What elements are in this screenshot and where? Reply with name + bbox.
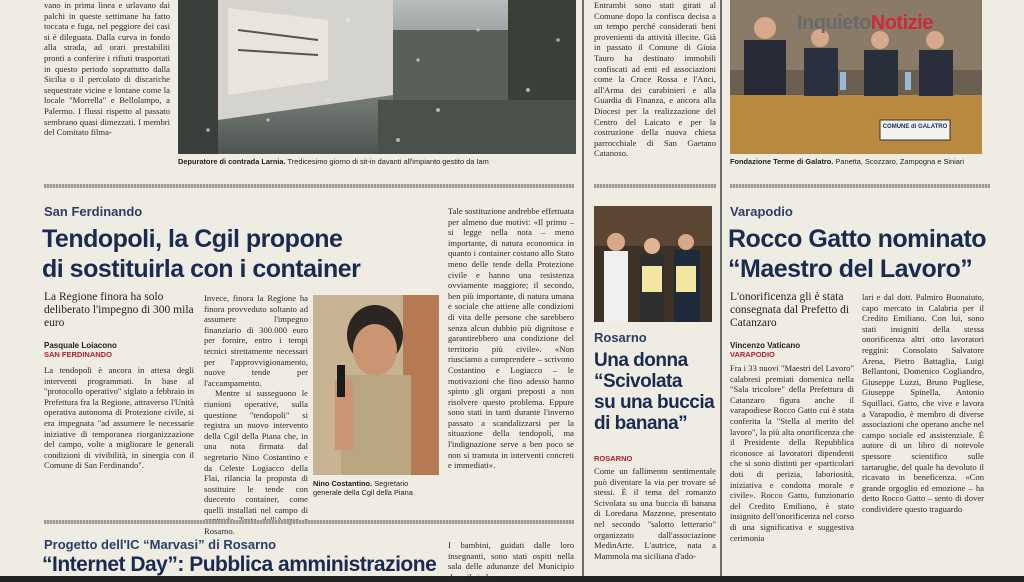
article4-section: Progetto dell'IC “Marvasi” di Rosarno [44, 537, 277, 552]
photo-presentazione-libro [594, 206, 712, 322]
article1-column-3: Tale sostituzione andrebbe effettuata per almeno due motivi: «Il primo – si legge nella nota – meno importante, di natura economica in quanto i container costano allo Stato meno delle tende della Protezione civile e hanno una resistenza ovviamente maggiore; il secondo, ben più importante, di natura umana e sociale che attiene alle condizioni di vita delle persone che sarebbero senza alcun dubbio più dignitose e garantirebbero una condizione del territorio più civile». «Non riusciamo a comprendere – scrivono Costantino e Logiacco – le motivazioni che fino adesso hanno spinto gli organi preposti a non risolvere questo problema. Eppure sono stati in tanti durante l'inverno passato a scandalizzarsi per la situazione della tendopoli, ma l'indignazione serve a ben poco se non si tramuta in interventi concreti e immediati». [448, 206, 574, 471]
top-column-1: vano in prima linea e urlavano dai palchi in queste settimane ha fatto toccata e fuga, nel peggiore dei casi si è dileguata. Dalla curva in fondo alla strada, ad orari prestabiliti pronti a conferire i rifiuti trasportati in questo periodo soprattutto dalla Sicilia o il percolato di discariche sequestrate vicine e lontane come la locale "Morrella" e Bellolampo, a Palermo. I flussi rispetto al passato sembrano quasi dimezzati. I membri del Comitato filma- [44, 0, 170, 138]
photo-depuratore-caption: Depuratore di contrada Larnia. Tredicesimo giorno di sit-in davanti all'impianto gestito da Iam [178, 157, 489, 166]
article3-column-1: Fra i 33 nuovi "Maestri del Lavoro" calabresi premiati domenica nella "Sala tricolore" della Prefettura di Catanzaro figura anche il varapodiese Rocco Gatto cui è stata conferita la "Stella al merito del lavoro", la più alta onorificenza che il Presidente della Repubblica riconosce ai lavoratori dipendenti che si sono distinti per «particolari doti di perizia, laboriosità, iniziativa e condotta morale e civile». Rocco Gatto, funzionario del Credito Emiliano, è stato insignito dell'onorificenza nel corso di una significativa e suggestiva cerimonia [730, 363, 854, 543]
article2-column: Come un fallimento sentimentale può diventare la via per trovare sé stessi. È il tema del romanzo Scivolata su una buccia di banana di Loredana Mazzone, presentato nel secondo "salotto letterario" organizzato dall'associazione MedinArte. L'autrice, nata a Mammola ma siciliana d'ado- [594, 466, 716, 561]
article1-location: SAN FERDINANDO [44, 350, 112, 359]
article2-location: ROSARNO [594, 454, 633, 463]
article1-column-1: La tendopoli è ancora in attesa degli interventi programmati. In base al "protocollo operativo" siglato a febbraio in Prefettura fra la Regione, attraverso l'Unità operativa autonoma di Protezione civile, si era impegnata "ad assumere le necessarie iniziative di temporanea riorganizzazione del campo, volte a migliorare le generali condizioni di vivibilità, in sinergia con il Comune di San Ferdinando". [44, 365, 194, 471]
article1-section: San Ferdinando [44, 204, 143, 219]
photo-depuratore [178, 0, 576, 154]
article1-headline-line2: di sostituirla con i container [42, 255, 361, 283]
photo-galatro-caption: Fondazione Terme di Galatro. Panetta, Scozzaro, Zampogna e Siniari [730, 157, 965, 166]
photo-nino-costantino [313, 295, 439, 475]
section-rule-top-left [44, 184, 574, 188]
article2-headline-line4: di banana” [594, 413, 688, 434]
article1-headline-line1: Tendopoli, la Cgil propone [42, 225, 343, 253]
column-divider-1 [582, 0, 584, 576]
article1-deck: La Regione finora ha solo deliberato l'impegno di 300 mila euro [44, 291, 194, 329]
rainy-window-image [178, 0, 576, 154]
article1-column-2: Invece, finora la Regione ha finora provveduto soltanto ad assumere l'impegno finanziario di 300.000 euro per fornire, entro i tempi tecnici strettamente necessari per l'approvvigionamento, nuove tende per l'accampamento. Mentre si susseguono le riunioni operative, sulla questione "tendopoli" si registra un nuovo intervento della Cgil della Piana che, in una nota firmata dal segretario Nino Costantino e da Celeste Logiacco della Flai, rilancia la proposta di sostituire le tende con duecento container, come quelli installati nel campo di Rosarno. [204, 293, 308, 537]
article3-headline-line1: Rocco Gatto nominato [728, 225, 987, 253]
article3-column-2: lari e dal dott. Palmiro Buonaiuto, capo mercato in Calabria per il Credito Emiliano. Con lui, sono stati insigniti della stessa onorificenza altri otto lavoratori reggini: Consolato Salvatore Arena, Pietro Battaglia, Luigi Bellantoni, Domenico Cogliandro, Giuseppe Luzzi, Bruno Pugliese, Giuseppe Spinella, Antonio Squillaci. Gatto, che vive e lavora a Varapodio, è membro di diverse associazioni che operano anche nel campo sociale ed assistenziale. È autore di un libro di notevole spessore scientifico sulle tartarughe, del quale ha devoluto il ricavato in beneficenza. «Con grande orgoglio ed emozione – ha detto Rocco Gatto – sento di dover condividere questo traguardo [862, 292, 984, 514]
inquieto-notizie-logo: InquietoNotizie [797, 12, 933, 34]
photo-nino-costantino-caption: Nino Costantino. Segretario generale della Cgil della Piana [313, 479, 413, 497]
article2-headline-line3: su una buccia [594, 392, 715, 413]
section-rule-top-mid [594, 184, 716, 188]
column-divider-2 [720, 0, 722, 576]
section-rule-top-right [730, 184, 990, 188]
article3-section: Varapodio [730, 204, 793, 219]
article2-section: Rosarno [594, 330, 647, 345]
top-column-3: Entrambi sono stati girati al Comune dopo la confisca decisa a un tempo perché considerati beni provenienti da attività illecite. Già in passato il Comune di Gioia Tauro ha destinato immobili confiscati ad enti ed associazioni come la Croce Rossa e l'Anci, all'Arma dei carabinieri e alla Guardia di Finanza, e ancora alla Diocesi per la realizzazione del Centro del Laicato e per la costruzione della nuova chiesa parrocchiale di San Gaetano Catanoso. [594, 0, 716, 159]
article2-headline-line1: Una donna [594, 350, 688, 371]
book-presentation-image [594, 206, 712, 322]
article2-headline-line2: “Scivolata [594, 371, 682, 392]
article1-author: Pasquale Loiacono [44, 341, 117, 350]
article3-author: Vincenzo Vaticano [730, 341, 801, 350]
article3-deck: L'onorificenza gli è stata consegnata dal Prefetto di Catanzaro [730, 291, 850, 329]
section-rule-bottom-left [44, 520, 574, 524]
portrait-image [313, 295, 439, 475]
article4-headline: “Internet Day”: Pubblica amministrazione [42, 553, 437, 576]
article4-column: I bambini, guidati dalle loro insegnanti, sono stati ospiti nella sala delle adunanze del Municipio dove il sindaco [448, 540, 574, 582]
comune-sign: COMUNE di GALATRO [882, 124, 948, 130]
article3-headline-line2: “Maestro del Lavoro” [728, 255, 973, 283]
article3-location: VARAPODIO [730, 350, 775, 359]
